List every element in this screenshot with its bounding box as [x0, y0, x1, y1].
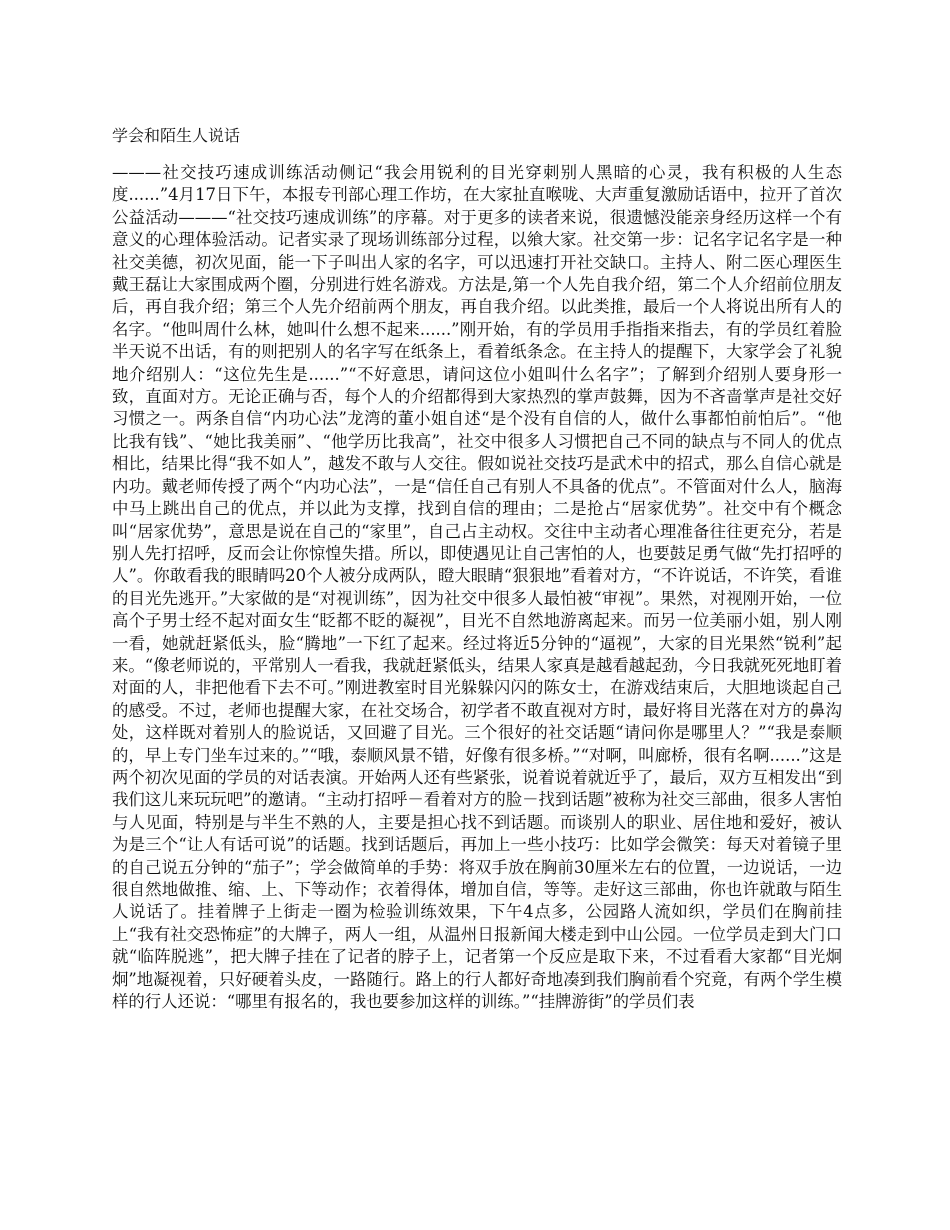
document-body: ———社交技巧速成训练活动侧记“我会用锐利的目光穿刺别人黑暗的心灵，我有积极的人生态度......”4月17日下午，本报专刊部心理工作坊，在大家扯直喉咙、大声重复激励话语中，拉开了首次公益活动———“社交技巧速成训练”的序幕。对于更多的读者来说，很遗憾没能亲身经历这样一个有意义的心理体验活动。记者实录了现场训练部分过程，以飨大家。社交第一步：记名字记名字是一种社交美德，初次见面，能一下子叫出人家的名字，可以迅速打开社交缺口。主持人、附二医心理医生戴王磊让大家围成两个圈，分别进行姓名游戏。方法是,第一个人先自我介绍，第二个人介绍前位朋友后，再自我介绍；第三个人先介绍前两个朋友，再自我介绍。以此类推，最后一个人将说出所有人的名字。“他叫周什么林，她叫什么想不起来......”刚开始，有的学员用手指指来指去，有的学员红着脸半天说不出话，有的则把别人的名字写在纸条上，看着纸条念。在主持人的提醒下，大家学会了礼貌地介绍别人：“这位先生是......”“不好意思，请问这位小姐叫什么名字”；了解到介绍别人要身形一致，直面对方。无论正确与否，每个人的介绍都得到大家热烈的掌声鼓舞，因为不吝啬掌声是社交好习惯之一。两条自信“内功心法”龙湾的董小姐自述“是个没有自信的人，做什么事都怕前怕后”。“他比我有钱”、“她比我美丽”、“他学历比我高”，社交中很多人习惯把自己不同的缺点与不同人的优点相比，结果比得“我不如人”，越发不敢与人交往。假如说社交技巧是武术中的招式，那么自信心就是内功。戴老师传授了两个“内功心法”，一是“信任自己有别人不具备的优点”。不管面对什么人，脑海中马上跳出自己的优点，并以此为支撑，找到自信的理由；二是抢占“居家优势”。社交中有个概念叫“居家优势”，意思是说在自己的“家里”，自己占主动权。交往中主动者心理准备往往更充分，若是别人先打招呼，反而会让你惊惶失措。所以，即使遇见让自己害怕的人，也要鼓足勇气做“先打招呼的人”。你敢看我的眼睛吗20个人被分成两队，瞪大眼睛“狠狠地”看着对方，“不许说话，不许笑，看谁的目光先逃开。”大家做的是“对视训练”，因为社交中很多人最怕被“审视”。果然，对视刚开始，一位高个子男士经不起对面女生“眨都不眨的凝视”，目光不自然地游离起来。而另一位美丽小姐，别人刚一看，她就赶紧低头，脸“腾地”一下红了起来。经过将近5分钟的“逼视”，大家的目光果然“锐利”起来。“像老师说的，平常别人一看我，我就赶紧低头，结果人家真是越看越起劲，今日我就死死地盯着对面的人，非把他看下去不可。”刚进教室时目光躲躲闪闪的陈女士，在游戏结束后，大胆地谈起自己的感受。不过，老师也提醒大家，在社交场合，初学者不敢直视对方时，最好将目光落在对方的鼻沟处，这样既对着别人的脸说话，又回避了目光。三个很好的社交话题“请问你是哪里人？”“我是泰顺的，早上专门坐车过来的。”“哦，泰顺风景不错，好像有很多桥。”“对啊，叫廊桥，很有名啊......”这是两个初次见面的学员的对话表演。开始两人还有些紧张，说着说着就近乎了，最后，双方互相发出“到我们这儿来玩玩吧”的邀请。“主动打招呼－看着对方的脸－找到话题”被称为社交三部曲，很多人害怕与人见面，特别是与半生不熟的人，主要是担心找不到话题。而谈别人的职业、居住地和爱好，被认为是三个“让人有话可说”的话题。找到话题后，再加上一些小技巧：比如学会微笑：每天对着镜子里的自己说五分钟的“茄子”；学会做简单的手势：将双手放在胸前30厘米左右的位置，一边说话，一边很自然地做推、缩、上、下等动作；衣着得体，增加自信，等等。走好这三部曲，你也许就敢与陌生人说话了。挂着牌子上街走一圈为检验训练效果，下午4点多，公园路人流如织，学员们在胸前挂上“我有社交恐怖症”的大牌子，两人一组，从温州日报新闻大楼走到中山公园。一位学员走到大门口就“临阵脱逃”，把大牌子挂在了记者的脖子上，记者第一个反应是取下来，不过看看大家都“目光炯炯”地凝视着，只好硬着头皮，一路随行。路上的行人都好奇地凑到我们胸前看个究竟，有两个学生模样的行人还说：“哪里有报名的，我也要参加这样的训练。”“挂牌游街”的学员们表	[112, 163, 842, 1012]
document-title: 学会和陌生人说话	[112, 126, 241, 145]
document-page	[112, 124, 842, 1013]
